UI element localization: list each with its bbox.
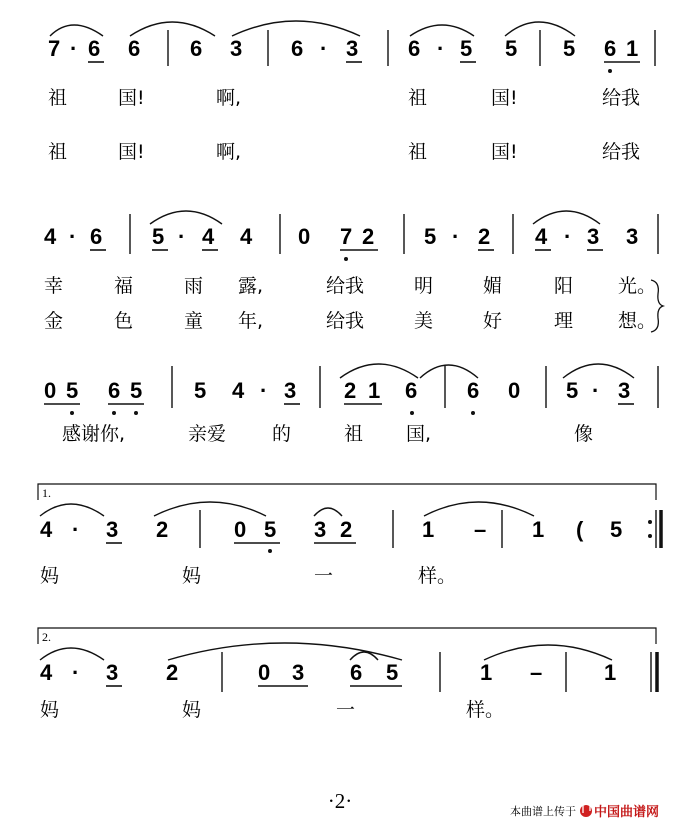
lyric: 像 <box>574 423 594 445</box>
note: 5 <box>610 517 623 542</box>
slur <box>40 648 104 660</box>
row-4-volta-1 <box>38 484 661 587</box>
note: 7 <box>48 36 61 61</box>
note: 6 <box>604 36 617 61</box>
note: 2 <box>166 660 179 685</box>
note: 4 <box>240 224 253 249</box>
note: – <box>530 660 543 685</box>
row-2-notes <box>44 224 638 249</box>
note: 6 <box>291 36 304 61</box>
repeat-dot <box>648 534 652 538</box>
lyric: 祖 <box>48 141 68 163</box>
lyric: 雨 <box>184 275 204 297</box>
note-dot: · <box>437 36 445 61</box>
note: 2 <box>156 517 169 542</box>
note: 3 <box>106 660 119 685</box>
repeat-sign <box>648 510 661 548</box>
row-2 <box>44 211 663 332</box>
note: 2 <box>344 378 357 403</box>
note-dot: · <box>72 660 80 685</box>
lyric: 妈 <box>40 699 60 721</box>
lyric: 童 <box>184 310 204 332</box>
lyric: 好 <box>483 310 503 332</box>
note: 2 <box>340 517 353 542</box>
note: 3 <box>346 36 359 61</box>
note: 1 <box>480 660 493 685</box>
note: 0 <box>258 660 271 685</box>
row-5-lyrics <box>40 699 504 721</box>
lyric: 给我 <box>326 275 365 297</box>
lyric: 祖 <box>408 141 428 163</box>
slurs <box>50 21 575 36</box>
low-octave-dot <box>471 411 475 415</box>
lyric: 样。 <box>466 699 505 721</box>
slur <box>420 365 478 378</box>
slur <box>484 645 612 660</box>
note-dot: · <box>260 378 268 403</box>
page-number: ·2· <box>327 789 353 813</box>
note: 4 <box>535 224 548 249</box>
lyric: 美 <box>414 310 434 332</box>
lyric: 祖 <box>408 87 428 109</box>
slur <box>50 25 103 36</box>
row-1-notes <box>48 36 638 61</box>
note: 5 <box>264 517 277 542</box>
row-4-lyrics <box>40 565 456 587</box>
lyric: 样。 <box>418 565 457 587</box>
note: 5 <box>152 224 165 249</box>
note: 6 <box>350 660 363 685</box>
note: 0 <box>508 378 521 403</box>
note: 3 <box>106 517 119 542</box>
note: 5 <box>424 224 437 249</box>
footer-watermark <box>510 803 659 820</box>
note: 4 <box>232 378 245 403</box>
note: 0 <box>44 378 57 403</box>
note: 1 <box>532 517 545 542</box>
slur <box>154 502 266 516</box>
volta-number: 2. <box>42 630 51 644</box>
lyric: 国! <box>491 87 518 109</box>
row-5-notes <box>40 660 616 685</box>
note: 5 <box>386 660 399 685</box>
row-1-lyrics-verse-2 <box>48 141 640 163</box>
note: 0 <box>298 224 311 249</box>
note: 1 <box>626 36 639 61</box>
slur <box>563 364 634 378</box>
note-dot: · <box>70 36 78 61</box>
note: 4 <box>44 224 57 249</box>
note: 3 <box>626 224 639 249</box>
note-dot: · <box>452 224 460 249</box>
note: 6 <box>128 36 141 61</box>
lyric: 色 <box>114 310 134 332</box>
repeat-dot <box>648 520 652 524</box>
row-5-volta-2 <box>38 628 657 721</box>
note: ( <box>576 517 584 542</box>
lyric: 妈 <box>182 565 202 587</box>
slurs <box>40 502 534 516</box>
lyric: 给我 <box>326 310 365 332</box>
slur <box>314 508 342 516</box>
footer-text: 本曲谱上传于 <box>510 805 576 818</box>
lyric: 露, <box>238 275 264 297</box>
lyric: 金 <box>44 310 64 332</box>
lyric: 妈 <box>40 565 60 587</box>
low-octave-dot <box>608 69 612 73</box>
lyric: 的 <box>272 423 292 445</box>
lyric: 祖 <box>344 423 364 445</box>
slur <box>340 364 418 378</box>
note: 6 <box>408 36 421 61</box>
low-octave-dot <box>344 257 348 261</box>
slur <box>424 502 534 516</box>
lyric: 啊, <box>216 87 242 109</box>
lyric: 幸 <box>44 275 64 297</box>
note: 3 <box>314 517 327 542</box>
lyric: 国! <box>118 87 145 109</box>
slur <box>130 22 215 36</box>
note: 5 <box>130 378 143 403</box>
lyric: 福 <box>114 275 134 297</box>
lyric: 想。 <box>618 310 657 332</box>
note: 6 <box>108 378 121 403</box>
row-2-lyrics-verse-1 <box>44 275 656 297</box>
low-octave-dot <box>112 411 116 415</box>
note: 5 <box>505 36 518 61</box>
note: 5 <box>563 36 576 61</box>
slur <box>232 21 360 36</box>
note-dot: · <box>72 517 80 542</box>
note: – <box>474 517 487 542</box>
music-note-icon <box>580 803 592 817</box>
lyric: 啊, <box>216 141 242 163</box>
lyric: 明 <box>414 275 434 297</box>
note: 3 <box>587 224 600 249</box>
slur <box>168 643 402 660</box>
lyric: 国! <box>491 141 518 163</box>
row-1-lyrics-verse-1 <box>48 87 640 109</box>
lyric: 国! <box>118 141 145 163</box>
low-octave-dot <box>70 411 74 415</box>
low-octave-dot <box>410 411 414 415</box>
slurs <box>340 364 634 378</box>
row-3-notes <box>44 378 630 403</box>
note: 5 <box>66 378 79 403</box>
lyric: 国, <box>406 423 432 445</box>
lyric: 一 <box>336 699 356 721</box>
lyric: 媚 <box>483 275 503 297</box>
lyric: 光。 <box>618 275 657 297</box>
note-dot: · <box>320 36 328 61</box>
row-1 <box>48 21 655 163</box>
note: 6 <box>90 224 103 249</box>
row-3-lyrics <box>62 422 593 445</box>
note: 4 <box>40 660 53 685</box>
note: 5 <box>194 378 207 403</box>
volta-bracket <box>38 628 656 644</box>
note-dot: · <box>592 378 600 403</box>
slur <box>533 211 600 224</box>
footer-logo[interactable]: 中国曲谱网 <box>594 805 660 820</box>
final-barline <box>651 652 657 692</box>
row-3 <box>44 364 658 445</box>
slur <box>40 504 104 516</box>
lyric: 给我 <box>602 141 641 163</box>
note: 3 <box>284 378 297 403</box>
slur <box>410 25 474 36</box>
note: 3 <box>618 378 631 403</box>
volta-bracket <box>38 484 656 500</box>
note: 6 <box>405 378 418 403</box>
note: 6 <box>190 36 203 61</box>
volta-number: 1. <box>42 486 51 500</box>
note: 4 <box>202 224 215 249</box>
lyric: 年, <box>238 310 264 332</box>
lyric: 亲爱 <box>188 423 227 445</box>
lyric: 一 <box>314 565 334 587</box>
low-octave-dot <box>134 411 138 415</box>
lyric: 阳 <box>554 275 574 297</box>
note: 2 <box>478 224 491 249</box>
note: 5 <box>460 36 473 61</box>
note: 7 <box>340 224 353 249</box>
row-2-lyrics-verse-2 <box>44 309 656 332</box>
note: 1 <box>422 517 435 542</box>
note: 3 <box>230 36 243 61</box>
lyric: 祖 <box>48 87 68 109</box>
low-octave-dots <box>70 411 475 415</box>
low-octave-dot <box>268 549 272 553</box>
slurs <box>40 643 612 660</box>
note: 0 <box>234 517 247 542</box>
note-dot: · <box>564 224 572 249</box>
note: 6 <box>467 378 480 403</box>
note: 6 <box>88 36 101 61</box>
slur <box>150 211 222 224</box>
lyric: 感谢你, <box>62 423 126 445</box>
note-dot: · <box>69 224 77 249</box>
note: 1 <box>604 660 617 685</box>
row-4-notes <box>40 517 622 542</box>
note-dot: · <box>178 224 186 249</box>
note: 1 <box>368 378 381 403</box>
note: 3 <box>292 660 305 685</box>
note: 2 <box>362 224 375 249</box>
lyric: 妈 <box>182 699 202 721</box>
lyric: 理 <box>554 310 574 332</box>
lyric: 给我 <box>602 87 641 109</box>
note: 5 <box>566 378 579 403</box>
slurs <box>150 211 600 224</box>
note: 4 <box>40 517 53 542</box>
